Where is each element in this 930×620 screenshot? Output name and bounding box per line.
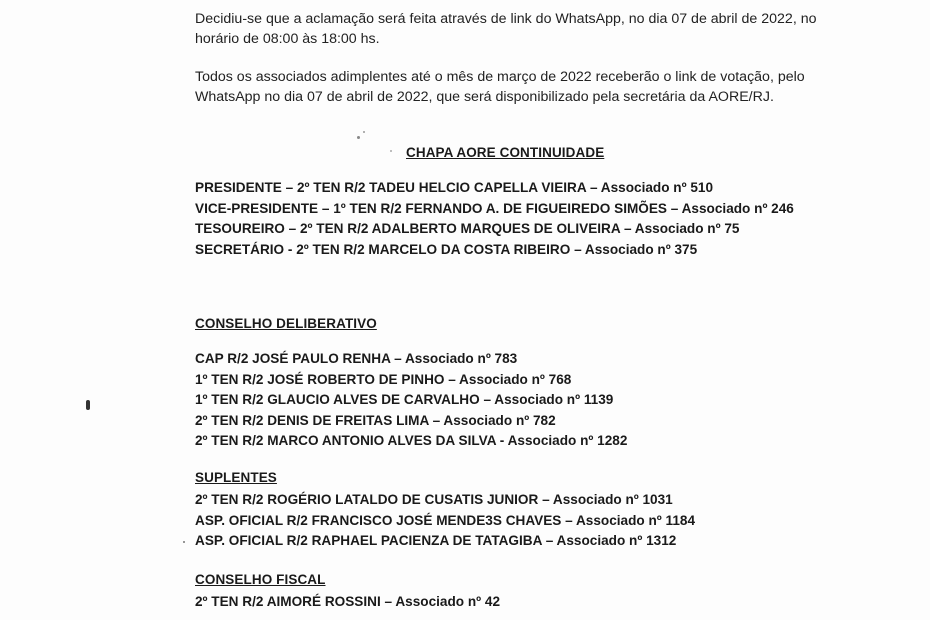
council-member: CAP R/2 JOSÉ PAULO RENHA – Associado nº 783: [195, 351, 518, 366]
council-list: [195, 349, 855, 452]
chapa-title: CHAPA AORE CONTINUIDADE: [406, 145, 605, 160]
scan-speck: [183, 541, 185, 543]
board-member-secretario: SECRETÁRIO - 2º TEN R/2 MARCELO DA COSTA RIBEIRO – Associado nº 375: [195, 241, 698, 257]
suplentes-list: [195, 490, 855, 552]
scan-speck: [86, 400, 90, 410]
board-member-vice-presidente: VICE-PRESIDENTE – 1º TEN R/2 FERNANDO A. DE FIGUEIREDO SIMÕES – Associado nº 246: [195, 200, 794, 216]
board-list: [195, 178, 855, 260]
suplente-member: 2º TEN R/2 ROGÉRIO LATALDO DE CUSATIS JUNIOR – Associado nº 1031: [195, 492, 673, 507]
suplentes-title: SUPLENTES: [195, 470, 277, 485]
suplente-member: ASP. OFICIAL R/2 RAPHAEL PACIENZA DE TATAGIBA – Associado nº 1312: [195, 533, 677, 548]
fiscal-list: [195, 592, 855, 613]
suplente-member: ASP. OFICIAL R/2 FRANCISCO JOSÉ MENDE3S CHAVES – Associado nº 1184: [195, 512, 696, 528]
fiscal-member: 2º TEN R/2 AIMORÉ ROSSINI – Associado nº 42: [195, 594, 501, 609]
scan-speck: [390, 150, 392, 152]
council-member: 2º TEN R/2 DENIS DE FREITAS LIMA – Associado nº 782: [195, 412, 556, 428]
council-member: 2º TEN R/2 MARCO ANTONIO ALVES DA SILVA - Associado nº 1282: [195, 433, 628, 448]
scan-speck: [357, 136, 360, 139]
council-member: 1º TEN R/2 GLAUCIO ALVES DE CARVALHO – Associado nº 1139: [195, 392, 614, 407]
fiscal-title: CONSELHO FISCAL: [195, 572, 326, 587]
board-member-presidente: PRESIDENTE – 2º TEN R/2 TADEU HELCIO CAPELLA VIEIRA – Associado nº 510: [195, 180, 714, 195]
council-title: CONSELHO DELIBERATIVO: [195, 316, 377, 331]
scan-speck: [363, 131, 365, 133]
board-member-tesoureiro: TESOUREIRO – 2º TEN R/2 ADALBERTO MARQUES DE OLIVEIRA – Associado nº 75: [195, 221, 740, 236]
aclamacao-paragraph: Decidiu-se que a aclamação será feita através de link do WhatsApp, no dia 07 de abril de 2022, no horário de 08:00 às 18:00 hs.: [195, 11, 817, 47]
council-member: 1º TEN R/2 JOSÉ ROBERTO DE PINHO – Associado nº 768: [195, 371, 572, 387]
associados-paragraph: Todos os associados adimplentes até o mês de março de 2022 receberão o link de votação, pelo WhatsApp no dia 07 de abril de 2022, que será disponibilizado pela secretária da AORE/RJ.: [195, 69, 805, 105]
